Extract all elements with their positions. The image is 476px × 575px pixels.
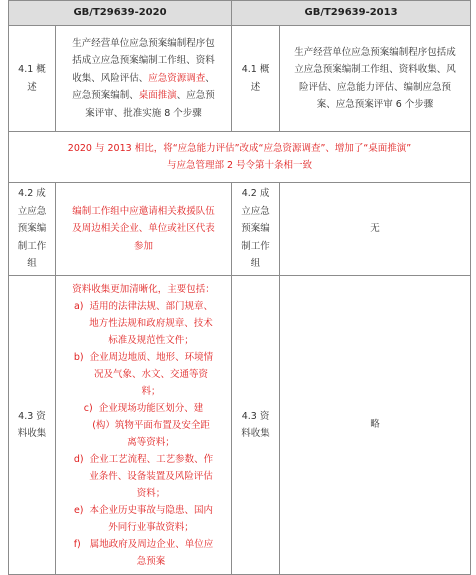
row-4-3-label-2020: 4.3 资 料收集 (9, 276, 56, 575)
header-2013: GB/T29639-2013 (232, 1, 471, 26)
list-item: 况及气象、水文、交通等资 (78, 368, 209, 380)
list-item: f) 属地政府及周边企业、单位应 (73, 538, 214, 550)
list-item: 业条件、设备装置及风险评估 (74, 470, 213, 482)
text-segment: 、 (205, 72, 215, 84)
comparison-table (8, 0, 471, 575)
row-4-3-content-2013: 略 (280, 276, 471, 575)
text-segment: 生产经营单位应急预案编制程序包 (72, 37, 215, 49)
row-4-1-label-2013: 4.1 概 述 (232, 26, 280, 132)
comparison-note: 2020 与 2013 相比，将“应急能力评估”改成“应急资源调查”、增加了“桌面推演” 与应急管理部 2 号令第十条相一致 (9, 132, 471, 183)
row-4-3-content-2020 (56, 276, 232, 575)
list-item: (构）筑物平面布置及安全距 (77, 419, 210, 431)
text-line (60, 52, 227, 70)
text-segment: 案评审、批准实施 8 个步骤 (85, 107, 202, 119)
text-line (60, 35, 227, 53)
text-line (60, 70, 227, 88)
row-4-1-content-2020 (56, 26, 232, 132)
highlight-text: 桌面推演 (138, 90, 177, 102)
list-item: 料； (126, 385, 161, 397)
highlight-text: 应急资源调查 (148, 72, 206, 84)
row-4-2-content-2013: 无 (280, 183, 471, 276)
row-4-2-content-2020: 编制工作组中应邀请相关救援队伍 及周边相关企业、单位或社区代表 参加 (56, 183, 232, 276)
list-item: 标准及规范性文件； (93, 334, 194, 346)
list-item: c) 企业现场功能区划分、建 (83, 402, 204, 414)
list-item: d) 企业工艺流程、工艺参数、作 (73, 453, 214, 465)
list-item: a) 适用的法律法规、部门规章、 (73, 300, 214, 312)
list-item: 外同行业事故资料； (93, 521, 194, 533)
list-item: 资料收集更加清晰化，主要包括： (72, 283, 215, 295)
row-4-2 (9, 183, 471, 276)
row-4-1 (9, 26, 471, 132)
row-4-2-label-2013: 4.2 成 立应急 预案编 制工作 组 (232, 183, 280, 276)
list-item: e) 本企业历史事故与隐患、国内 (73, 504, 214, 516)
note-row (9, 132, 471, 183)
row-4-3 (9, 276, 471, 575)
list-item: 急预案 (121, 555, 166, 567)
list-item: b) 企业周边地质、地形、环境情 (73, 351, 214, 363)
text-segment: 、应急预 (176, 90, 215, 102)
header-row (9, 1, 471, 26)
text-segment: 收集、风险评估、 (72, 72, 149, 84)
row-4-2-label-2020: 4.2 成 立应急 预案编 制工作 组 (9, 183, 56, 276)
row-4-1-label-2020: 4.1 概 述 (9, 26, 56, 132)
row-4-3-label-2013: 4.3 资 料收集 (232, 276, 280, 575)
text-segment: 应急预案编制、 (72, 90, 139, 102)
text-line (60, 87, 227, 105)
row-4-1-content-2013: 生产经营单位应急预案编制程序包括成 立应急预案编制工作组、资料收集、风 险评估、应急能力评估、编制应急预 案、应急预案评审 6 个步骤 (280, 26, 471, 132)
list-item: 地方性法规和政府规章、技术 (74, 317, 213, 329)
list-item: 离等资料； (112, 436, 175, 448)
header-2020: GB/T29639-2020 (9, 1, 232, 26)
text-line (60, 105, 227, 123)
list-item: 资料； (121, 487, 166, 499)
text-segment: 括成立应急预案编制工作组、资料 (72, 55, 215, 67)
